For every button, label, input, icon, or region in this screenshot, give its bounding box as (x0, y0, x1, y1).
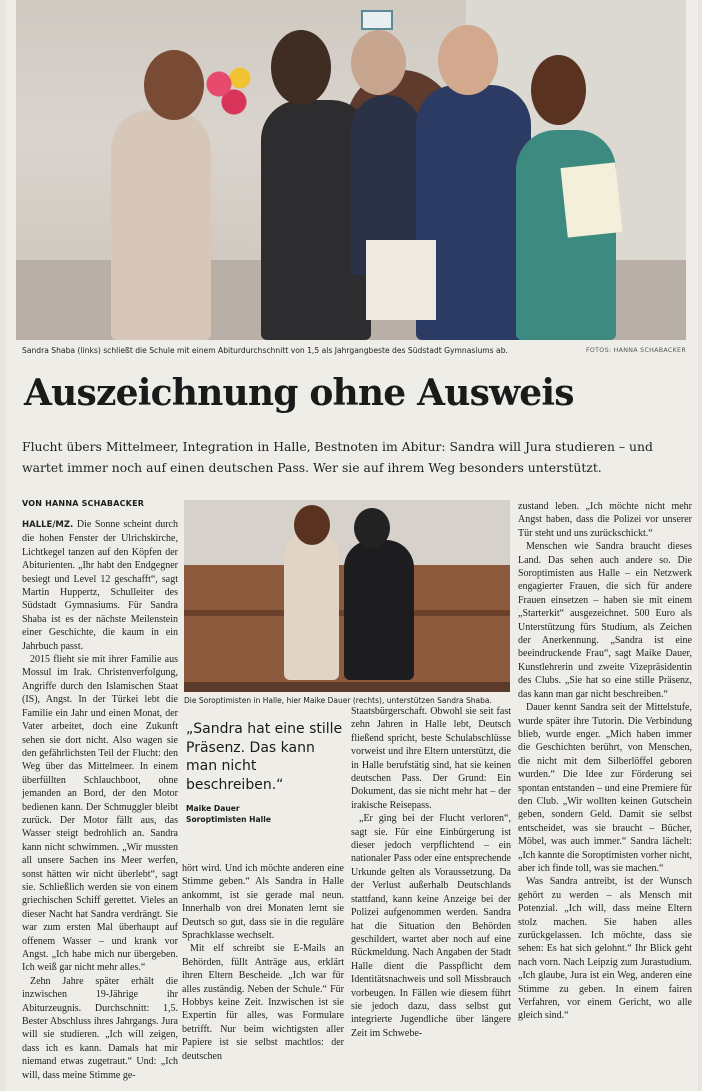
column-3 (351, 705, 511, 1040)
top-photo-caption: Sandra Shaba (links) schließt die Schule mit einem Abiturdurchschnitt von 1,5 als Jahrgangbeste des Südstadt Gymnasiums ab. FOTOS: HANNA SCHABACKER (22, 346, 686, 355)
middle-photo (184, 500, 510, 692)
lead-paragraph: Flucht übers Mittelmeer, Integration in Halle, Bestnoten im Abitur: Sandra will Jura studieren – und wartet immer noch auf einen deutschen Pass. Wer sie auf ihrem Weg besonders unterstützt. (22, 439, 653, 475)
sandra-figure (284, 530, 339, 680)
photo-credit: FOTOS: HANNA SCHABACKER (585, 347, 686, 354)
newspaper-page (6, 0, 698, 1091)
dateline: HALLE/MZ. (22, 520, 74, 530)
byline: VON HANNA SCHABACKER (22, 499, 145, 508)
gift-bag (366, 240, 436, 320)
sandra-figure (111, 110, 211, 340)
paragraph: zustand leben. „Ich möchte nicht mehr Angst haben, dass die Polizei vor unserer Tür steht und uns zurückschickt.“ (518, 501, 692, 539)
flower-bouquet-icon (201, 60, 261, 120)
paragraph: Mit elf schreibt sie E-Mails an Behörden, füllt Anträge aus, erklärt ihren Eltern Bescheide. „Ich war für alles zuständig. Neben der Schule.“ Für Hobbys keine Zeit. Inzwischen ist sie Expertin für alles, was Formulare betrifft. Nur beim wichtigsten aller Papiere ist sie selbst machtlos: der deutschen (182, 943, 344, 1062)
pull-quote (186, 720, 346, 825)
girl-green-dress-figure (516, 130, 616, 340)
exit-sign-icon (361, 10, 393, 30)
maike-dauer-figure (344, 540, 414, 680)
quote-text: „Sandra hat eine stille Präsenz. Das kann man nicht beschreiben.“ (186, 721, 343, 793)
paragraph: Was Sandra antreibt, ist der Wunsch gehört zu werden – als Mensch mit Potenzial. „Ich will, dass meine Eltern stolz machen. Sie haben alles zurückgelassen. Ich möchte, dass sie sehen: Es hat sich gelohnt.“ Ihr Blick geht nach vorn. Nach Leipzig zum Jurastudium. „Ich glaube, Jura ist ein Weg, anderen eine Stimme zu geben. In einem fairen Verfahren, vor einem Gericht, wo alle gleich sind.“ (518, 876, 692, 1022)
quote-organization: Soroptimisten Halle (186, 815, 272, 824)
quote-author: Maike Dauer (186, 804, 240, 813)
paragraph: 2015 flieht sie mit ihrer Familie aus Mossul im Irak. Christenverfolgung, Angriffe durch den Islamischen Staat (IS), Angst. In der Türkei lebt die Familie ein Jahr und einen Monat, der Vater arbeitet, doch eine Zukunft sehen sie dort nicht. Also wagen sie den gefährlichsten Teil der Flucht: den Weg über das Mittelmeer. In einem überfüllten Schlauchboot, ohne jemanden an Bord, der den Motor bedienen kann. Der Schmuggler bleibt zurück. Der Motor fällt aus, das Wasser steigt bedrohlich an. Sandra kann nicht schwimmen. „Wir mussten all unsere Sachen ins Meer werfen, sonst hätten wir nicht überlebt“, sagt sie. Schließlich werden sie von einem griechischen Schiff gerettet. Vieles an dieser Nacht hat Sandra verdrängt. Sie war zum ersten Mal überhaupt auf offenem Wasser – und krank vor Angst. „Ich habe mich nur übergeben. Ich weiß gar nicht mehr alles.“ (22, 654, 178, 974)
column-2 (182, 862, 344, 1063)
column-4 (518, 500, 692, 1023)
top-photo (16, 0, 686, 340)
paragraph: Menschen wie Sandra braucht dieses Land. Das sehen auch andere so. Die Soroptimisten aus Halle – ein Netzwerk engagierter Frauen, die sich für andere Frauen einsetzen – haben sie mit einem „Starterkit“ ausgezeichnet. 500 Euro als Unterstützung fürs Studium, als Zeichen der Anerkennung. „Sandra ist eine beeindruckende Frau“, sagt Maike Dauer, Kunstlehrerin und zweite Vizepräsidentin des Clubs. „Sie hat so eine stille Präsenz, das kann man gar nicht beschreiben.“ (518, 541, 692, 700)
middle-photo-caption: Die Soroptimisten in Halle, hier Maike Dauer (rechts), unterstützen Sandra Shaba. (184, 696, 492, 705)
paragraph: Dauer kennt Sandra seit der Mittelstufe, wurde später ihre Tutorin. Die Verbindung blieb, wurde enger. „Mich haben immer die Geschichten berührt, von Menschen, die nicht mit dem Silberlöffel geboren wurden.“ Die Idee zur Förderung sei spontan entstanden – und eine Premiere für den Club. „Wir wollten keinen Gutschein geben, sondern Geld. Damit sie selbst entscheidet, was sie braucht – Bücher, Möbel, was auch immer.“ Sandra lächelt: „Ich kannte die Soroptimisten vorher nicht, aber ich finde toll, was sie machen.“ (518, 702, 692, 874)
headline: Auszeichnung ohne Ausweis (24, 372, 574, 414)
paragraph: hört wird. Und ich möchte anderen eine Stimme geben.“ Als Sandra in Halle ankommt, ist sie gerade mal neun. Innerhalb von drei Monaten lernt sie Deutsch so gut, dass sie in die reguläre Sprachklasse wechselt. (182, 863, 344, 942)
certificate (560, 162, 622, 237)
paragraph: Staatsbürgerschaft. Obwohl sie seit fast zehn Jahren in Halle lebt, Deutsch fließend spricht, beste Schulabschlüsse vorweist und ihre Eltern unterstützt, die in Halle berufstätig sind, hat sie keinen deutschen Pass. Der Grund: Ein Dokument, das sie nicht mehr hat – der irakische Reisepass. (351, 706, 511, 811)
paragraph: Zehn Jahre später erhält die inzwischen 19-Jährige ihr Abiturzeugnis. Durchschnitt: 1,5. Bester Abschluss ihres Jahrgangs. Jura will sie studieren. „Ich will zeigen, dass ich es kann. Damals hat mir niemand etwas zugetraut.“ Und: „Ich will, dass meine Stimme ge- (22, 975, 178, 1081)
column-1: HALLE/MZ. Die Sonne scheint durch die hohen Fenster der Ulrichskirche, Lichtkegel tanzen auf den Köpfen der Abiturienten. „Ihr habt den Endgegner besiegt und Level 12 geschafft“, sagt Martin Huppertz, Schulleiter des Südstadt Gymnasiums. Für Sandra Shaba ist es der nächste Meilenstein einer Geschichte, die kaum in ein Jahrbuch passt. 2015 flieht sie mit ihrer Familie aus Mossul im Irak. Christenverfolgung, Angriffe durch den Islamischen Staat (IS), Angst. In der Türkei lebt die Familie ein Jahr und einen Monat, der Vater arbeitet, doch eine Zukunft sehen sie dort nicht. Also wagen sie den gefährlichsten Teil der Flucht: den Weg über das Mittelmeer. In einem überfüllten Schlauchboot, ohne jemanden an Bord, der den Motor bedienen kann. Der Schmuggler bleibt zurück. Der Motor fällt aus, das Wasser steigt bedrohlich an. Sandra kann nicht schwimmen. „Wir mussten all unsere Sachen ins Meer werfen, sonst hätten wir nicht überlebt“, sagt sie. Schließlich werden sie von einem griechischen Schiff gerettet. Vieles an dieser Nacht hat Sandra verdrängt. Sie war zum ersten Mal überhaupt auf offenem Wasser – und krank vor Angst. „Ich habe mich nur übergeben. Ich weiß gar nicht mehr alles.“ Zehn Jahre später erhält die inzwischen 19-Jährige ihr Abiturzeugnis. Durchschnitt: 1,5. Bester Abschluss ihres Jahrgangs. Jura will sie studieren. „Ich will zeigen, dass ich es kann. Damals hat mir niemand etwas zugetraut.“ Und: „Ich will, dass meine Stimme ge- (22, 519, 178, 1081)
paragraph: „Er ging bei der Flucht verloren“, sagt sie. Für eine Einbürgerung ist dieser jedoch verpflichtend – ein nationaler Pass oder eine entsprechende Urkunde gelten als Voraussetzung. Da der Verlust außerhalb Deutschlands stattfand, kann keine Anzeige bei der Polizei aufgenommen werden. Sandra hat die Situation den Behörden geschildert, wartet aber noch auf eine Rückmeldung. Nach Angaben der Stadt Halle dient die Passpflicht dem Identitätsnachweis und soll Missbrauch vorbeugen. In Fällen wie diesem führt sie jedoch dazu, dass selbst gut integrierte Jugendliche über längere Zeit im Schwebe- (351, 813, 511, 1039)
